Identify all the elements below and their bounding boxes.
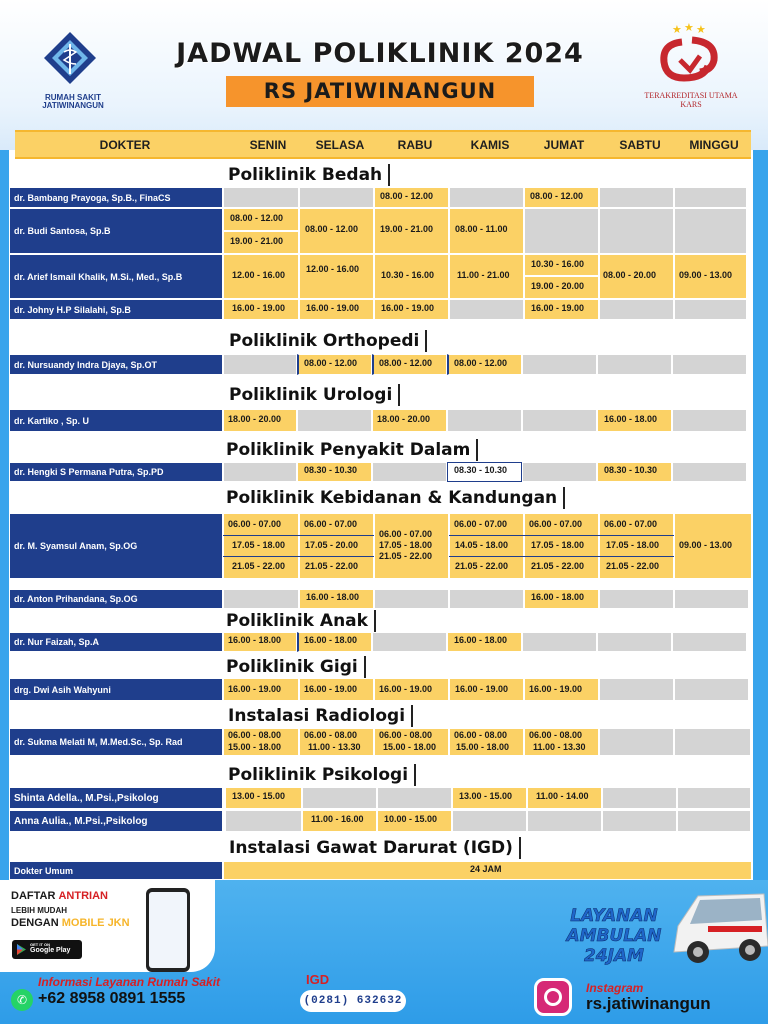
ambulance-icon — [668, 886, 768, 976]
schedule-cell — [452, 810, 527, 832]
time-text: 08.00 - 12.00 — [305, 224, 359, 234]
ambulance-line-1: LAYANAN — [570, 906, 658, 926]
schedule-cell — [372, 462, 447, 482]
schedule-cell — [524, 208, 599, 254]
schedule-cell — [223, 513, 299, 579]
section-title-anak: Poliklinik Anak — [223, 610, 376, 632]
schedule-cell — [599, 513, 674, 579]
schedule-cell — [223, 254, 299, 299]
time-text: 11.00 - 13.30 — [533, 742, 586, 752]
section-title-kebidanan: Poliklinik Kebidanan & Kandungan — [223, 487, 565, 509]
time-text: 18.00 - 20.00 — [228, 414, 282, 424]
col-jumat: JUMAT — [543, 138, 585, 152]
schedule-cell — [449, 208, 524, 254]
time-text: 16.00 - 19.00 — [381, 303, 435, 313]
time-text: 11.00 - 14.00 — [536, 791, 589, 801]
schedule-cell — [223, 861, 752, 880]
schedule-cell — [372, 409, 447, 432]
row-divider — [223, 535, 374, 536]
time-text: 06.00 - 08.00 — [454, 730, 508, 740]
schedule-cell — [602, 787, 677, 809]
time-text: 09.00 - 13.00 — [679, 540, 733, 550]
schedule-cell — [527, 810, 602, 832]
time-text: 08.00 - 12.00 — [530, 191, 584, 201]
doctor-name: dr. Hengki S Permana Putra, Sp.PD — [9, 462, 223, 482]
ambulance-service-text — [558, 906, 670, 966]
schedule-cell — [524, 254, 599, 276]
schedule-cell — [223, 187, 299, 208]
schedule-cell — [674, 187, 747, 208]
schedule-cell — [299, 513, 374, 579]
kars-accreditation-icon — [652, 22, 728, 88]
schedule-cell — [449, 187, 524, 208]
time-text: 11.00 - 13.30 — [308, 742, 361, 752]
schedule-cell — [674, 728, 751, 756]
schedule-cell — [524, 276, 599, 299]
time-text: 19.00 - 21.00 — [230, 236, 284, 246]
kars-text — [632, 92, 750, 110]
svg-text:★: ★ — [684, 22, 694, 34]
schedule-cell — [447, 354, 522, 375]
daftar-word: DAFTAR — [11, 890, 56, 902]
schedule-cell — [297, 632, 372, 652]
info-layanan-label: Informasi Layanan Rumah Sakit — [38, 975, 221, 989]
section-title-penyakit-dalam: Poliklinik Penyakit Dalam — [223, 439, 478, 461]
col-rabu: RABU — [397, 138, 433, 152]
col-senin: SENIN — [249, 138, 287, 152]
left-border — [0, 150, 9, 880]
time-text: 21.05 - 22.00 — [379, 551, 433, 561]
time-text: 12.00 - 16.00 — [232, 270, 286, 280]
schedule-cell — [599, 299, 674, 320]
time-text: 06.00 - 07.00 — [529, 519, 583, 529]
time-text: 10.30 - 16.00 — [381, 270, 435, 280]
schedule-cell — [674, 678, 749, 701]
time-text: 10.00 - 15.00 — [384, 814, 438, 824]
schedule-cell — [299, 589, 374, 609]
schedule-cell — [524, 728, 599, 756]
time-text: 08.00 - 20.00 — [603, 270, 657, 280]
time-text: 21.05 - 22.00 — [232, 561, 286, 571]
doctor-name: Shinta Adella., M.Psi.,Psikolog — [9, 787, 223, 809]
kars-line-1: TERAKREDITASI UTAMA — [644, 91, 738, 100]
schedule-cell — [299, 299, 374, 320]
col-selasa: SELASA — [315, 138, 365, 152]
col-sabtu: SABTU — [619, 138, 661, 152]
schedule-cell — [374, 678, 449, 701]
schedule-cell — [374, 187, 449, 208]
schedule-cell — [297, 409, 372, 432]
schedule-cell — [522, 462, 597, 482]
schedule-cell — [677, 787, 751, 809]
play-store-icon — [16, 944, 27, 955]
time-text: 16.00 - 18.00 — [604, 414, 658, 424]
time-text: 21.05 - 22.00 — [606, 561, 660, 571]
doctor-name: drg. Dwi Asih Wahyuni — [9, 678, 223, 701]
whatsapp-number[interactable]: +62 8958 0891 1555 — [38, 990, 186, 1007]
svg-text:★: ★ — [696, 23, 706, 36]
schedule-cell — [223, 354, 297, 375]
col-kamis: KAMIS — [470, 138, 510, 152]
schedule-cell — [524, 299, 599, 320]
time-text: 16.00 - 18.00 — [531, 592, 585, 602]
schedule-cell — [223, 589, 299, 609]
time-text: 13.00 - 15.00 — [459, 791, 513, 801]
time-text: 15.00 - 18.00 — [228, 742, 282, 752]
time-text: 15.00 - 18.00 — [383, 742, 437, 752]
kars-line-2: KARS — [680, 99, 702, 109]
time-text: 16.00 - 19.00 — [529, 684, 583, 694]
ambulance-line-2: AMBULAN — [566, 926, 662, 946]
schedule-cell — [522, 632, 597, 652]
time-text: 16.00 - 18.00 — [454, 635, 508, 645]
time-text: 18.00 - 20.00 — [377, 414, 431, 424]
time-text: 16.00 - 19.00 — [455, 684, 509, 694]
time-text: 13.00 - 15.00 — [232, 791, 286, 801]
doctor-name: Dokter Umum — [9, 861, 223, 880]
section-title-orthopedi: Poliklinik Orthopedi — [226, 330, 427, 352]
schedule-cell — [447, 462, 522, 482]
google-play-button[interactable] — [12, 940, 82, 959]
schedule-cell — [672, 409, 747, 432]
time-text: 08.00 - 12.00 — [230, 213, 284, 223]
gplay-big-text: Google Play — [30, 947, 71, 954]
doctor-name: dr. Sukma Melati M, M.Med.Sc., Sp. Rad — [9, 728, 223, 756]
time-text: 17.05 - 18.00 — [531, 540, 585, 550]
schedule-cell — [522, 354, 597, 375]
schedule-cell — [677, 810, 751, 832]
schedule-cell — [374, 254, 449, 299]
time-text: 06.00 - 07.00 — [304, 519, 358, 529]
instagram-icon — [534, 978, 572, 1016]
schedule-cell — [449, 513, 524, 579]
doctor-name: dr. Johny H.P Silalahi, Sp.B — [9, 299, 223, 320]
time-text: 16.00 - 19.00 — [304, 684, 358, 694]
schedule-cell — [374, 728, 449, 756]
schedule-cell — [674, 254, 747, 299]
doctor-name: dr. Anton Prihandana, Sp.OG — [9, 589, 223, 609]
schedule-cell — [223, 632, 297, 652]
schedule-cell — [299, 728, 374, 756]
time-text: 06.00 - 07.00 — [604, 519, 658, 529]
header — [0, 0, 768, 128]
schedule-cell — [449, 678, 524, 701]
time-text: 17.05 - 18.00 — [379, 540, 433, 550]
doctor-name: dr. Arief Ismail Khalik, M.Si., Med., Sp.B — [9, 254, 223, 299]
time-text: 17.05 - 18.00 — [232, 540, 286, 550]
schedule-cell — [524, 187, 599, 208]
schedule-cell — [372, 632, 447, 652]
time-text: 08.30 - 10.30 — [604, 465, 658, 475]
schedule-cell — [602, 810, 677, 832]
schedule-cell — [524, 513, 599, 579]
schedule-cell — [449, 728, 524, 756]
whatsapp-icon: ✆ — [11, 989, 33, 1011]
section-title-radiologi: Instalasi Radiologi — [225, 705, 413, 727]
time-text: 06.00 - 08.00 — [379, 730, 433, 740]
schedule-cell — [297, 462, 372, 482]
time-text: 21.05 - 22.00 — [531, 561, 585, 571]
gplay-small-text: GET IT ON — [30, 942, 50, 947]
schedule-cell — [223, 231, 299, 254]
time-text: 16.00 - 18.00 — [228, 635, 282, 645]
section-title-urologi: Poliklinik Urologi — [226, 384, 400, 406]
schedule-cell — [597, 462, 672, 482]
schedule-cell — [374, 513, 449, 579]
schedule-cell — [297, 354, 372, 375]
schedule-cell — [524, 678, 599, 701]
row-divider — [449, 535, 674, 536]
schedule-cell — [524, 589, 599, 609]
schedule-cell — [597, 409, 672, 432]
logo-line-2: JATIWINANGUN — [42, 101, 104, 111]
doctor-name: dr. M. Syamsul Anam, Sp.OG — [9, 513, 223, 579]
time-text: 17.05 - 20.00 — [305, 540, 359, 550]
antrian-word: ANTRIAN — [58, 890, 108, 902]
time-text: 19.00 - 21.00 — [380, 224, 434, 234]
time-text: 06.00 - 07.00 — [228, 519, 282, 529]
schedule-cell — [674, 208, 747, 254]
time-text: 12.00 - 16.00 — [306, 264, 360, 274]
schedule-cell — [599, 678, 674, 701]
schedule-cell — [674, 299, 747, 320]
schedule-cell — [527, 787, 602, 809]
time-text: 08.00 - 12.00 — [380, 191, 434, 201]
section-title-igd: Instalasi Gawat Darurat (IGD) — [226, 837, 521, 859]
schedule-cell — [299, 678, 374, 701]
dengan-word: DENGAN — [11, 917, 59, 929]
time-text: 17.05 - 18.00 — [606, 540, 660, 550]
lebih-mudah-text: LEBIH MUDAH — [11, 906, 67, 915]
time-text: 16.00 - 18.00 — [306, 592, 360, 602]
section-title-bedah: Poliklinik Bedah — [225, 164, 390, 186]
time-text: 21.05 - 22.00 — [305, 561, 359, 571]
time-text: 15.00 - 18.00 — [456, 742, 510, 752]
section-title-gigi: Poliklinik Gigi — [223, 656, 366, 678]
schedule-cell — [225, 787, 302, 809]
time-text: 09.00 - 13.00 — [679, 270, 733, 280]
phone-mockup-icon — [146, 888, 190, 972]
schedule-cell — [449, 299, 524, 320]
time-text: 06.00 - 07.00 — [454, 519, 508, 529]
time-text: 16.00 - 19.00 — [228, 684, 282, 694]
schedule-cell — [447, 409, 522, 432]
hospital-logo-icon — [42, 30, 98, 86]
time-text: 19.00 - 20.00 — [531, 281, 585, 291]
instagram-label: Instagram — [586, 981, 644, 995]
schedule-cell — [674, 513, 752, 579]
schedule-cell — [672, 632, 747, 652]
daftar-antrian-text — [11, 890, 108, 902]
schedule-cell — [449, 254, 524, 299]
time-text: 16.00 - 19.00 — [306, 303, 360, 313]
schedule-cell — [374, 208, 449, 254]
igd-label: IGD — [306, 972, 330, 987]
schedule-cell — [672, 462, 747, 482]
schedule-cell — [599, 728, 674, 756]
time-text: 08.00 - 11.00 — [455, 224, 508, 234]
time-text: 24 JAM — [470, 864, 502, 874]
time-text: 08.00 - 12.00 — [379, 358, 433, 368]
time-text: 11.00 - 16.00 — [311, 814, 364, 824]
schedule-cell — [377, 787, 452, 809]
time-text: 08.30 - 10.30 — [454, 465, 508, 475]
schedule-cell — [674, 589, 749, 609]
time-text: 08.00 - 12.00 — [304, 358, 358, 368]
schedule-cell — [223, 728, 299, 756]
time-text: 06.00 - 08.00 — [304, 730, 358, 740]
schedule-cell — [447, 632, 522, 652]
schedule-cell — [599, 254, 674, 299]
instagram-handle[interactable]: rs.jatiwinangun — [586, 994, 711, 1013]
logo-line-1: RUMAH SAKIT — [45, 93, 101, 102]
schedule-cell — [597, 354, 672, 375]
mobile-jkn-word: MOBILE JKN — [61, 917, 130, 929]
schedule-cell — [597, 632, 672, 652]
dengan-mobile-jkn-text — [11, 917, 130, 929]
time-text: 10.30 - 16.00 — [531, 259, 585, 269]
time-text: 08.30 - 10.30 — [304, 465, 358, 475]
hospital-logo-text — [28, 94, 118, 111]
schedule-cell — [599, 208, 674, 254]
time-text: 06.00 - 07.00 — [379, 529, 433, 539]
doctor-name: dr. Kartiko , Sp. U — [9, 409, 223, 432]
doctor-name: dr. Budi Santosa, Sp.B — [9, 208, 223, 254]
time-text: 16.00 - 19.00 — [379, 684, 433, 694]
schedule-cell — [302, 810, 377, 832]
doctor-name: dr. Nur Faizah, Sp.A — [9, 632, 223, 652]
igd-phone-number[interactable]: (0281) 632632 — [300, 990, 406, 1012]
schedule-cell — [299, 208, 374, 254]
schedule-cell — [223, 299, 299, 320]
schedule-cell — [449, 589, 524, 609]
schedule-cell — [599, 589, 674, 609]
doctor-name: dr. Bambang Prayoga, Sp.B., FinaCS — [9, 187, 223, 208]
time-text: 16.00 - 19.00 — [232, 303, 286, 313]
schedule-cell — [223, 678, 299, 701]
col-dokter: DOKTER — [99, 138, 151, 152]
schedule-cell — [374, 589, 449, 609]
schedule-cell — [522, 409, 597, 432]
schedule-cell — [299, 254, 374, 299]
schedule-cell — [223, 208, 299, 231]
ambulance-line-3: 24JAM — [583, 946, 645, 966]
doctor-name: Anna Aulia., M.Psi.,Psikolog — [9, 810, 223, 832]
time-text: 11.00 - 21.00 — [457, 270, 510, 280]
page-subtitle: RS JATIWINANGUN — [226, 76, 534, 107]
schedule-cell — [377, 810, 452, 832]
time-text: 16.00 - 18.00 — [304, 635, 358, 645]
schedule-cell — [225, 810, 302, 832]
schedule-cell — [223, 409, 297, 432]
schedule-cell — [223, 462, 297, 482]
time-text: 06.00 - 08.00 — [529, 730, 583, 740]
schedule-cell — [672, 354, 747, 375]
time-text: 14.05 - 18.00 — [455, 540, 509, 550]
time-text: 06.00 - 08.00 — [228, 730, 282, 740]
schedule-cell — [299, 187, 374, 208]
table-header — [15, 130, 751, 159]
schedule-cell — [372, 354, 447, 375]
time-text: 21.05 - 22.00 — [455, 561, 509, 571]
svg-text:★: ★ — [672, 23, 682, 36]
col-minggu: MINGGU — [689, 138, 739, 152]
right-border — [753, 150, 768, 880]
row-divider — [449, 556, 674, 557]
time-text: 16.00 - 19.00 — [531, 303, 585, 313]
page-title: JADWAL POLIKLINIK 2024 — [176, 38, 584, 69]
doctor-name: dr. Nursuandy Indra Djaya, Sp.OT — [9, 354, 223, 375]
schedule-cell — [599, 187, 674, 208]
schedule-cell — [452, 787, 527, 809]
schedule-cell — [302, 787, 377, 809]
section-title-psikologi: Poliklinik Psikologi — [225, 764, 416, 786]
row-divider — [223, 556, 374, 557]
time-text: 08.00 - 12.00 — [454, 358, 508, 368]
schedule-cell — [374, 299, 449, 320]
